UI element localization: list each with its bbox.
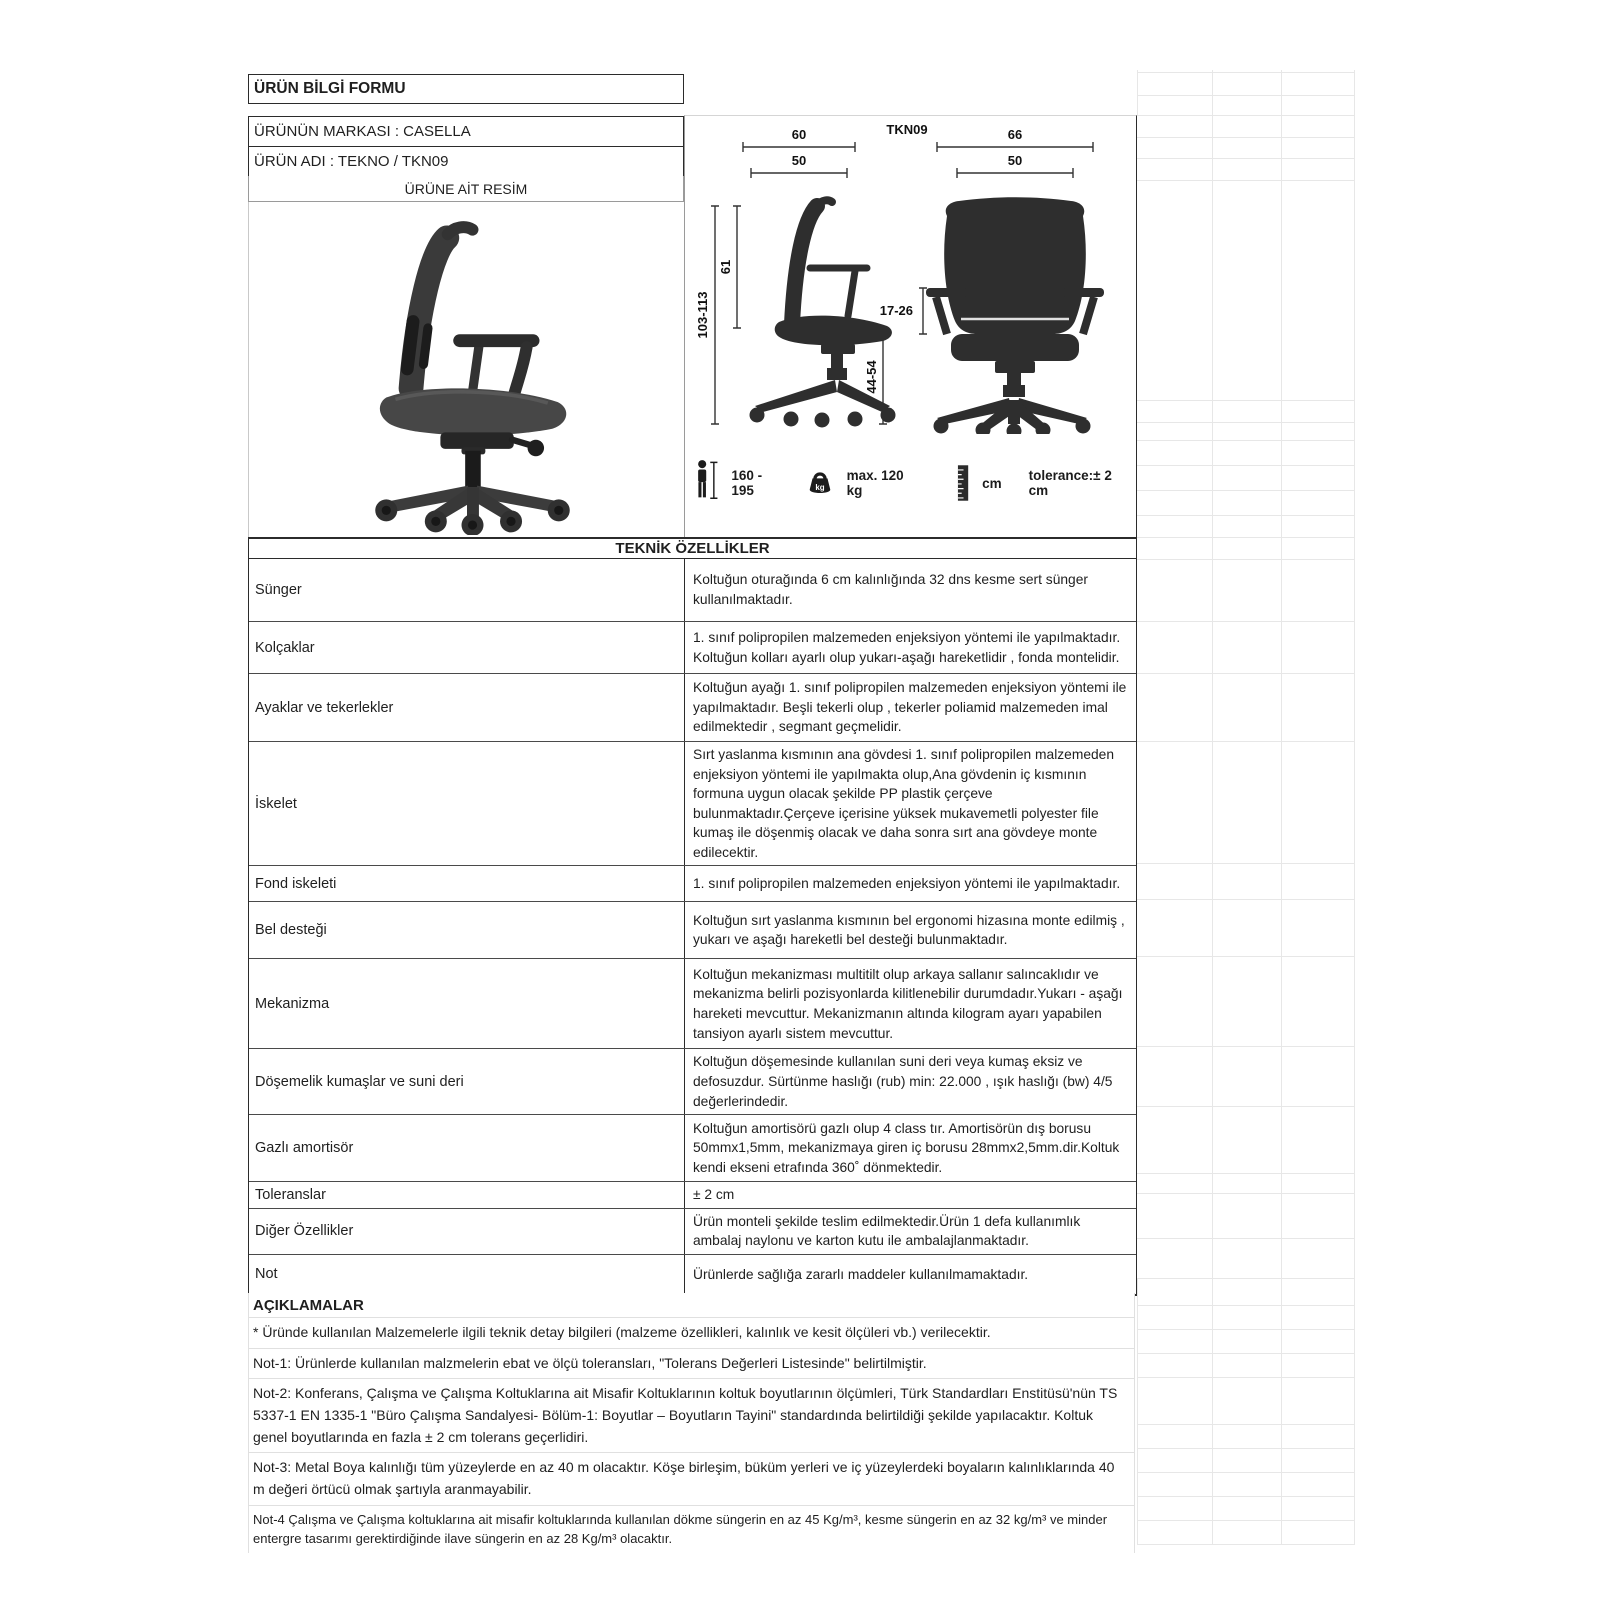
spec-label: Mekanizma bbox=[249, 959, 685, 1048]
note-item: * Üründe kullanılan Malzemelerle ilgili teknik detay bilgileri (malzeme özellikleri, kalınlık ve kesit ölçüleri vb.) verilecektir. bbox=[249, 1317, 1134, 1348]
table-row bbox=[249, 958, 1136, 1048]
spec-label: Not bbox=[249, 1255, 685, 1294]
spec-label: Kolçaklar bbox=[249, 622, 685, 673]
spec-label: Diğer Özellikler bbox=[249, 1209, 685, 1254]
spec-label: İskelet bbox=[249, 742, 685, 865]
notes-section bbox=[248, 1293, 1135, 1553]
spec-value: Ürünlerde sağlığa zararlı maddeler kullanılmamaktadır. bbox=[693, 1266, 1029, 1282]
spec-value: Ürün monteli şekilde teslim edilmektedir.Ürün 1 defa kullanımlık ambalaj naylonu ve karton kutu ile ambalajlanmaktadır. bbox=[693, 1213, 1081, 1249]
table-row bbox=[249, 1181, 1136, 1208]
max-weight-icon bbox=[806, 468, 834, 498]
spec-label: Bel desteği bbox=[249, 902, 685, 958]
spec-label: Fond iskeleti bbox=[249, 866, 685, 901]
spec-value: Koltuğun sırt yaslanma kısmının bel ergonomi hizasına monte edilmiş , yukarı ve aşağı hareketli bel desteği bulunmaktadır. bbox=[693, 912, 1125, 948]
product-photo-area bbox=[248, 202, 684, 537]
table-row bbox=[249, 741, 1136, 865]
table-row bbox=[249, 1254, 1136, 1294]
spec-value: Sırt yaslanma kısmının ana gövdesi 1. sınıf polipropilen malzemeden enjeksiyon yöntemi ile yapılmakta olup,Ana gövdenin iç kısmının formuna uygun olacak şekilde PP plastik çerçeve bulunmaktadır.Çerçeve içerisine yüksek mukavemetli polyester file kumaş ile döşenmiş olacak ve daha sonra sırt ana gövdeye monte edilecektir. bbox=[693, 747, 1115, 860]
spec-value: Koltuğun oturağında 6 cm kalınlığında 32 dns kesme sert sünger kullanılmaktadır. bbox=[693, 572, 1088, 607]
tolerance-label: tolerance:± 2 cm bbox=[1028, 468, 1112, 498]
spec-table bbox=[248, 559, 1137, 1296]
note-item: Not-3: Metal Boya kalınlığı tüm yüzeylerde en az 40 m olacaktır. Köşe birleşim, büküm yerleri ve iç yüzeylerdeki boyaların kalınlıklarında 40 m değeri örtücü olmak şartıyla aranmayabilir. bbox=[249, 1452, 1134, 1504]
spec-value: ± 2 cm bbox=[693, 1187, 735, 1203]
front-width-seat: 50 bbox=[1007, 153, 1023, 168]
chair-photo-illustration bbox=[267, 205, 667, 535]
table-row bbox=[249, 1048, 1136, 1114]
product-name-row: ÜRÜN ADI : TEKNO / TKN09 bbox=[248, 146, 684, 177]
legend-row bbox=[695, 446, 1128, 520]
note-item: Not-1: Ürünlerde kullanılan malzmelerin ebat ve ölçü toleransları, "Tolerans Değerleri Listesinde" belirtilmiştir. bbox=[249, 1348, 1134, 1379]
spec-value: Koltuğun döşemesinde kullanılan suni deri veya kumaş eksiz ve defosuzdur. Sürtünme haslığı (rub) min: 22.000 , ışık haslığı (bw) 4/5 değerlerindedir. bbox=[693, 1054, 1113, 1109]
table-row bbox=[249, 1114, 1136, 1181]
side-height-total: 103-113 bbox=[695, 291, 710, 339]
spec-label: Toleranslar bbox=[249, 1182, 685, 1208]
image-caption: ÜRÜNE AİT RESİM bbox=[248, 176, 684, 202]
kg-badge-label: kg bbox=[814, 483, 825, 492]
side-height-seat: 44-54 bbox=[864, 360, 879, 394]
form-title: ÜRÜN BİLGİ FORMU bbox=[248, 74, 684, 104]
dimension-diagram-area bbox=[684, 115, 1137, 537]
spec-value: Koltuğun ayağı 1. sınıf polipropilen malzemeden enjeksiyon yöntemi ile yapılmaktadır. Beşli tekerli olup , tekerler poliamid malzemeden imal edilmektedir , segmant geçmelidir. bbox=[693, 680, 1127, 735]
side-width-top: 60 bbox=[791, 127, 807, 142]
brand-row: ÜRÜNÜN MARKASI : CASELLA bbox=[248, 116, 684, 147]
spec-label: Döşemelik kumaşlar ve suni deri bbox=[249, 1049, 685, 1114]
model-label: TKN09 bbox=[886, 122, 928, 137]
spec-label: Sünger bbox=[249, 559, 685, 621]
table-row bbox=[249, 559, 1136, 621]
spec-label: Gazlı amortisör bbox=[249, 1115, 685, 1181]
front-armrest-height: 17-26 bbox=[879, 303, 913, 318]
notes-header: AÇIKLAMALAR bbox=[253, 1297, 364, 1314]
unit-label: cm bbox=[982, 475, 1002, 491]
front-view-drawing bbox=[926, 197, 1104, 434]
side-width-seat: 50 bbox=[791, 153, 807, 168]
max-weight-label: max. 120 kg bbox=[846, 468, 904, 498]
spec-value: 1. sınıf polipropilen malzemeden enjeksiyon yöntemi ile yapılmaktadır. Koltuğun kolları ayarlı olup yukarı-aşağı hareketlidir , fonda montelidir. bbox=[693, 629, 1121, 665]
spec-table-header: TEKNİK ÖZELLİKLER bbox=[248, 537, 1137, 559]
spec-value: Koltuğun amortisörü gazlı olup 4 class tır. Amortisörün dış borusu 50mmx1,5mm, mekanizmaya giren iç borusu 28mmx2,5mm.dir.Koltuk kendi ekseni etrafında 360˚ dönmektedir. bbox=[693, 1120, 1120, 1175]
person-height-icon bbox=[695, 458, 718, 508]
dimension-drawings bbox=[685, 116, 1138, 434]
front-width-top: 66 bbox=[1007, 127, 1023, 142]
table-row bbox=[249, 865, 1136, 901]
table-row bbox=[249, 1208, 1136, 1254]
spec-value: Koltuğun mekanizması multitilt olup arkaya sallanır salıncaklıdır ve mekanizma belirli pozisyonlarda kilitlenebilir durumdadır.Yukarı - aşağı hareketi mevcuttur. Mekanizmanın altında kilogram ayarı yapabilen tansiyon ayarlı sistem mevcuttur. bbox=[693, 966, 1123, 1041]
table-row bbox=[249, 901, 1136, 958]
table-row bbox=[249, 621, 1136, 673]
side-height-back: 61 bbox=[718, 259, 733, 275]
note-item: Not-4 Çalışma ve Çalışma koltuklarına ait misafir koltuklarında kullanılan dökme süngerin en az 45 Kg/m³, kesme süngerin en az 32 kg/m³ ve minder entergre tasarımı gerektirdiğinde ilave süngerin en az 28 Kg/m³ olacaktır. bbox=[249, 1505, 1134, 1553]
note-item: Not-2: Konferans, Çalışma ve Çalışma Koltuklarına ait Misafir Koltuklarının koltuk boyutlarının ölçümleri, Türk Standardları Enstitüsü'nün TS 5337-1 EN 1335-1 "Büro Çalışma Sandalyesi- Bölüm-1: Boyutlar – Boyutların Tayini" standardında belirtildiği şekilde yapılacaktır. Koltuk genel boyutlarında en fazla ± 2 cm tolerans geçerlidiri. bbox=[249, 1378, 1134, 1452]
table-row bbox=[249, 673, 1136, 741]
ruler-icon bbox=[957, 463, 969, 503]
spec-label: Ayaklar ve tekerlekler bbox=[249, 674, 685, 741]
person-height-range: 160 - 195 bbox=[731, 468, 763, 498]
spec-value: 1. sınıf polipropilen malzemeden enjeksiyon yöntemi ile yapılmaktadır. bbox=[693, 876, 1121, 892]
